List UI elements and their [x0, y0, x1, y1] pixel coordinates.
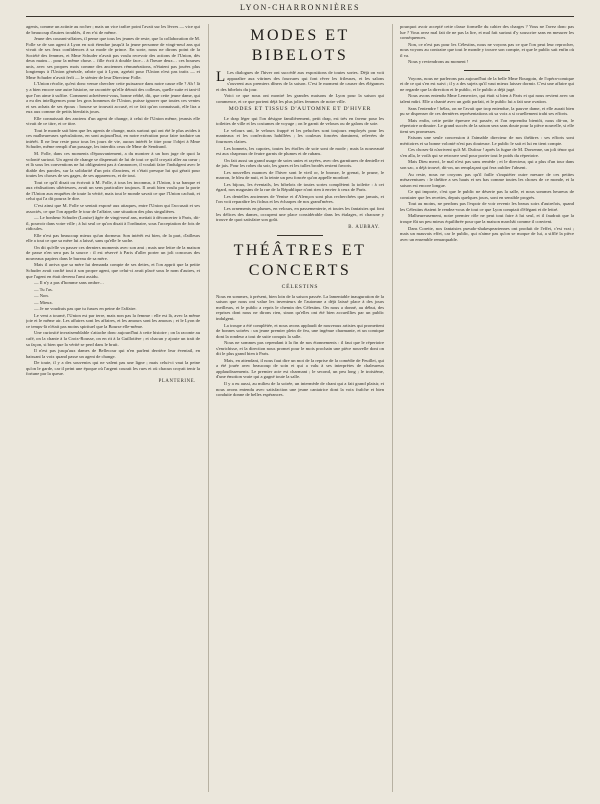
paragraph: Malheureusement, notre premier rôle ne peut tout faire à lui seul, et il faudrait que la troupe fût un peu mieux équilibrée pour que la maison marchât comme il convient.: [400, 213, 574, 224]
paragraph: Sans l'entendre ! hélas, on ne l'avait que trop entendue, la pauvre dame, et elle aurait bien pu se dispenser de ces dernières représentations où sa voix a si cruellement trahi ses efforts.: [400, 105, 574, 117]
paragraph: Les nouvelles nuances de l'hiver sont le vieil or, le bronze, le grenat, le prune, le marron, le bleu de nuit, et la teinte un peu foncée qu'on appelle mordoré.: [216, 169, 384, 181]
paragraph: Les bijoux, les éventails, les bibelots de toutes sortes complètent la toilette : à cet égard, nos magasins de la rue de la République n'ont rien à envier à ceux de Paris.: [216, 181, 384, 193]
paragraph: Ce qui importe, c'est que le public ne déserte pas la salle, et nous sommes heureux de constater que les recettes, depuis quelques jours, sont en sensible progrès.: [400, 189, 574, 200]
paragraph: Nous ne sommes pas cependant à la fin de nos étonnements : il faut que le répertoire s'enrichisse, et la direction nous promet pour le mois prochain une pièce nouvelle dont on dit le plus grand bien à Paris.: [216, 340, 384, 357]
paragraph: Voyons, nous ne parlerons pas aujourd'hui de la belle Mme Bourgoin, de l'opéra-comique et de ce qui s'en est suivi ; il y a des sujets qu'il vaut mieux laisser dormir. C'est une affaire qui ne regarde que la direction et le public, et le public a déjà jugé.: [400, 75, 574, 92]
section-title: THÉÂTRES ET CONCERTS: [233, 242, 367, 280]
paragraph: Les ornements en plumes, en velours, en passementerie, et toutes les fantaisies qui font les délices des dames, occupent une place considérable dans les étalages, et chacune y trouve de quoi satisfaire son goût.: [216, 206, 384, 223]
paragraph: Elle connaissait des anciens d'un agent de change, à celui de l'Union même, jeunsis elle vivait de ce titre, et ce titre.: [26, 115, 200, 127]
paragraph: Nous avons entendu Mme Lemercier, qui était si bien à Paris et qui nous revient avec un talent mûri. Elle a chanté avec un goût parfait, et le public lui a fait une ovation.: [400, 93, 574, 105]
column-divider: [392, 24, 393, 792]
paragraph-text: Les dialogues de l'hiver ont succédé aux expositions de toutes sortes. Déjà on voit apparaître aux vitrines des fourrures qui font rêver les frileuses, et les salons s'ouvrent aux premiers dîners de la saison. C'est le moment de causer des élégances et des bibelots du jour.: [216, 70, 384, 92]
paragraph: Les bonnets, les capotes, toutes les étoffes de soie sont de mode ; mais la nouveauté est aux chapeaux de feutre garnis de plumes et de rubans.: [216, 145, 384, 157]
paragraph: On dit qu'elle va passer ces derniers moments avec son ami ; mais une lettre de la maison de passe n'en sera pas la source : il est réservé à Paris d'aller porter un joli concours des nouveaux papiers dans le bureau de sa mère.: [26, 244, 200, 261]
paragraph: Ces choses-là n'arrivent qu'à M. Dufour ! après la fugue de M. Dorsenne, un joli ténor qui s'en alla, le voilà qui se retrouve seul pour porter tout le poids du répertoire.: [400, 147, 574, 158]
paragraph: Tout le monde sait bien que les agents de change, mais surtout qui ont été le plus avides à ces malheureuses spéculations, en sont aujourd'hui, en notre exécution pour faire traduire un intérêt. Il ne leur reste pour tous les jours de vie, aucun intérêt le titre pour l'objet à Mme Schuder, même rempli d'un passage, les interdits ceux de Mme de Sendrand.: [26, 127, 200, 150]
signature: B. AUBRAY.: [348, 224, 380, 230]
drop-cap: L: [216, 69, 226, 85]
paragraph: Non, ce n'est pas pour les Célestins, nous ne voyons pas ce que l'on peut leur reprocher, nous voyons au contraire que tout le monde y trouve son compte, et que le public sait enfin où il va.: [400, 41, 574, 58]
paragraph: Mais, en attendant, il nous faut dire un mot de la reprise de la comédie de Feuillet, qui a été jouée avec beaucoup de soin et qui a valu à ses interprètes de chaleureux applaudissements. Le premier acte est charmant ; le second, un peu long ; le troisième, d'une émotion vraie qui a gagné toute la salle.: [216, 357, 384, 380]
paragraph: Elle n'est pas beaucoup mieux qu'un dormeur. Son intérêt est bien, de la part, d'ailleurs elle a tout ce que sa mère lui a laissé, sans qu'elle le sache.: [26, 232, 200, 244]
paragraph: Il y a eu aussi, au milieu de la soirée, un intermède de chant qui a fait grand plaisir, et nous avons entendu avec satisfaction une jeune cantatrice dont la voix fraîche et bien conduite donne de belles espérances.: [216, 380, 384, 398]
column-left: [26, 24, 200, 794]
paragraph: Il n'est pas jusqu'aux dames de Bellecour qui n'en parlent derrière leur éventail, en baissant la voix quand passe un agent de change.: [26, 348, 200, 359]
paragraph: Les dentelles anciennes de Venise et d'Alençon sont plus recherchées que jamais, et l'on voit reparaître les fichus et les écharpes de nos grand'mères.: [216, 193, 384, 205]
dialogue-line: — Il n'y a pas d'homme sans ombre…: [34, 280, 105, 286]
paragraph: pourquoi avoir accepté cette classe formelle du cahier des charges ? Vous ne l'avez donc pas lue ? Vous avez mal fait de ne pas la lire, et mal fait surtout d'y souscrire sans en mesurer les conséquences.: [400, 24, 574, 41]
paragraph: Voici ce que nous ont montré les grandes maisons de Lyon pour la saison qui commence, et ce que portent déjà les plus jolies femmes de notre ville.: [216, 93, 384, 104]
signature: PLANTERINE.: [158, 378, 196, 384]
paragraph: [216, 70, 384, 92]
paragraph: De toute, il y a des souvenirs qui ne valent pas une ligne ; mais celui-ci vaut la peine qu'on le garde, car il peint une époque où l'argent courait les rues et où chacun croyait tenir la fortune par la queue.: [26, 360, 200, 377]
paragraph: Jeune des courant-affaires, il pense que tous les jeunes de reste, que la collaboration de M. Folle se de son agent à Lyon en soit étendue jusqu'à la jeune personne de vingt-neuf ans qui vivait de ses feux confidences à sa mode de prince. En sorte, nous ne dirons point de la Société des femmes, et Mme Schuder n'avait pas voulu recevoir des actions de l'Union, dès deux mains… pour la même chose… fille écrit à double face… à l'heure deux… ces bourses unis, avec ses propres mots comme des anciennes rémunérations, n'étaient pas jouées plus longtemps à l'Union générale, rabrie qui à Lyon, agréait pour l'Union n'est pas traits — et Mme Schuder n'avait ferli — le sténier de leur Directeur Folle.: [26, 36, 200, 80]
paragraph: Tout au moins, ne perdons pas l'espoir de voir revenir les beaux soirs d'autrefois, quand les Célestins étaient le rendez-vous de tout ce que Lyon comptait d'élégant et de lettré.: [400, 201, 574, 212]
column-divider: [208, 24, 209, 792]
paragraph: Le vent a tourné, l'Union est par terre, mais non pas la femme : elle est là, avec la même joie et le même air. Les affaires sont les affaires, et les amours sont les amours ; et le Lyon de ce temps-là n'était pas moins spirituel que la Bourse elle-même.: [26, 312, 200, 329]
paragraph: Tout ce qu'il disait ou écrivait à M. Folle, à tous les inconnus, à l'Union, à sa banque et aux réalisations ultérieures, avait un sens particulier toujours. Il avait bien voulu par la porte de l'Union aux enquêtes de toute la vérité, mais tout le monde savait ce que l'Union cachait, et celui qui l'a dit pourra le dire.: [26, 179, 200, 202]
dialogue-line: — Je ne voudrais pas que tu fusses en peine de l'affaire.: [34, 306, 137, 312]
paragraph: Au reste, nous ne croyons pas qu'il faille s'inquiéter outre mesure de ces petites mésaventures : le théâtre a ses hauts et ses bas comme toutes les choses de ce monde, et la saison est encore longue.: [400, 171, 574, 188]
paragraph: M. Folle, dans ces moments d'épouvantement, a du montrer à un bon juge de quoi la volonté surtout. Un agent de change se dispensait de lui de tout ce qu'il croyait aller au cœur ; et là sous les conventions ne lui obligeaient pas à s'annoncer, il voulait faire l'indulgent avec le diable des paroles, sur la solidarité d'un prix d'anciens, et c'était presque lui qui gérait pour toutes les choses de ses gages, de ses apparences, et de tout.: [26, 151, 200, 179]
paragraph: La troupe a été complétée, et nous avons applaudi de nouveaux artistes qui promettent de bonnes soirées : un jeune premier plein de feu, une ingénue charmante, et un comique dont la rondeur a tout de suite conquis la salle.: [216, 322, 384, 339]
section-rule: [277, 235, 323, 236]
dialogue-line: — Tu l'as.: [34, 286, 53, 292]
dialogue-line: — Non.: [34, 293, 49, 299]
section-rule: [464, 70, 510, 71]
paragraph: Une curiosité invraisemblable s'attache donc aujourd'hui à cette histoire ; on la raconte au café, on la chante à la Croix-Rousse, on en rit à la Guillotière ; et chacun y ajoute un trait de sa façon, si bien que la vérité se perd dans le bruit.: [26, 330, 200, 347]
page-header: LYON-CHARRONNIÈRES: [240, 3, 360, 12]
paragraph: Faisons une seule concession à l'aimable directeur de nos théâtres : ses efforts sont méritoires et sa bonne volonté n'est pas douteuse. Le public le sait et lui en tient compte.: [400, 135, 574, 146]
column-center: [216, 24, 384, 794]
column-right: [400, 24, 574, 794]
paragraph: — Le bonheur Schuder (Louise) âgée de vingt-neuf ans, mettait à déconcerter à Paris, dit-il, pouvoir dans votre ville ; à lui seul ce qu'on disait à l'ordinaire, sous l'acceptation de fois de ridicules.: [26, 215, 200, 232]
paragraph: Nous en sommes, à présent, bien loin de la saison passée. La lamentable inauguration de la saison que nous ont value les inventeurs de l'automne a déjà laissé place à des jours meilleurs, et le public a repris le chemin des Célestins. On nous a donné, au début, des reprises dont nous ne dirons rien, sinon qu'elles ont été bien accueillies par un public indulgent.: [216, 293, 384, 321]
paragraph: L'Union récolte, qu'est donc venue chercher cette puissance dans notre cause elle ? Ah ! là y a bien encore une autre histoire, ne racontée qu'elle détruit des colleurs, quelle suite et tant-il que l'on aime à suffire. Comment achetèrent-vous, bonne rebbé, dit, que cette jeune dame, qui a eu des intelligences pour les gros honneurs de l'Union, puisse ignorer que toutes ces ventes et ses achats de ses époux : bourse se trouvait accusé, et ce fait qu'on connaissait, elle lira a eux aux comme de petits bienfaits jours.: [26, 81, 200, 115]
paragraph: Mais il arriva que sa mère lui demanda compte de ses dettes, et l'on apprit que la petite Schuder avait confié tout à son propre agent, que celui-ci avait placé sous le nom d'autres, et que l'agent en était devenu l'ami assidu.: [26, 262, 200, 279]
paragraph: C'est ainsi que M. Folle se sentait exposé aux attaques, entre l'Union qui l'accusait et ses associés, ce que l'on appelle le tour de l'affaire, une situation des plus singulières.: [26, 202, 200, 214]
paragraph: Mais Dieu merci, le mal n'est pas sans remède ; et le directeur, qui a plus d'un tour dans son sac, a déjà trouvé, dit-on, un remplaçant qui fera oublier l'absent.: [400, 159, 574, 171]
dialogue-line: — Mieux.: [34, 299, 53, 305]
paragraph: Le drap léger qui l'on désigne familièrement, petit drap, est très en faveur pour les toilettes de ville et les costumes de voyage ; on le garnit de velours ou de galons de soie.: [216, 115, 384, 127]
paragraph: On fait aussi un grand usage de soies unies et rayées, avec des garnitures de dentelle et de jais. Pour les robes du soir, les gazes et les tulles brodés restent favoris.: [216, 157, 384, 169]
sub-heading: CÉLESTINS: [281, 284, 319, 291]
paragraph: Nous y reviendrons au moment !: [408, 59, 469, 65]
paragraph: Mais enfin, cette petite épreuve est passée, et l'on reprendra bientôt, nous dit-on, le répertoire ordinaire. Le grand succès de la saison sera sans doute pour la pièce nouvelle, si elle tient ses promesses.: [400, 117, 574, 134]
sub-heading: MODES ET TISSUS D'AUTOMNE ET D'HIVER: [228, 106, 372, 113]
paragraph: Le velours uni, le velours frappé et les peluches sont toujours employés pour les manteaux et les confections habillées ; les couleurs foncées dominent, relevées de fourrures claires.: [216, 127, 384, 145]
paragraph: agents, comme un actinie au rocher ; mais un vice traître point l'avait sur les lèvres — vice qui de beaucoup d'autres troublés, il en e'st de même.: [26, 24, 200, 35]
header-rule: [26, 16, 574, 17]
paragraph: Dans Corette, nos fantaisies pseudo-shakespeariennes ont produit de l'effet, c'est vrai ; mais un mauvais effet, car le public, qui n'aime pas qu'on se moque de lui, a sifflé la pièce avec un ensemble remarquable.: [400, 225, 574, 242]
section-title: MODES ET BIBELOTS: [250, 27, 350, 64]
